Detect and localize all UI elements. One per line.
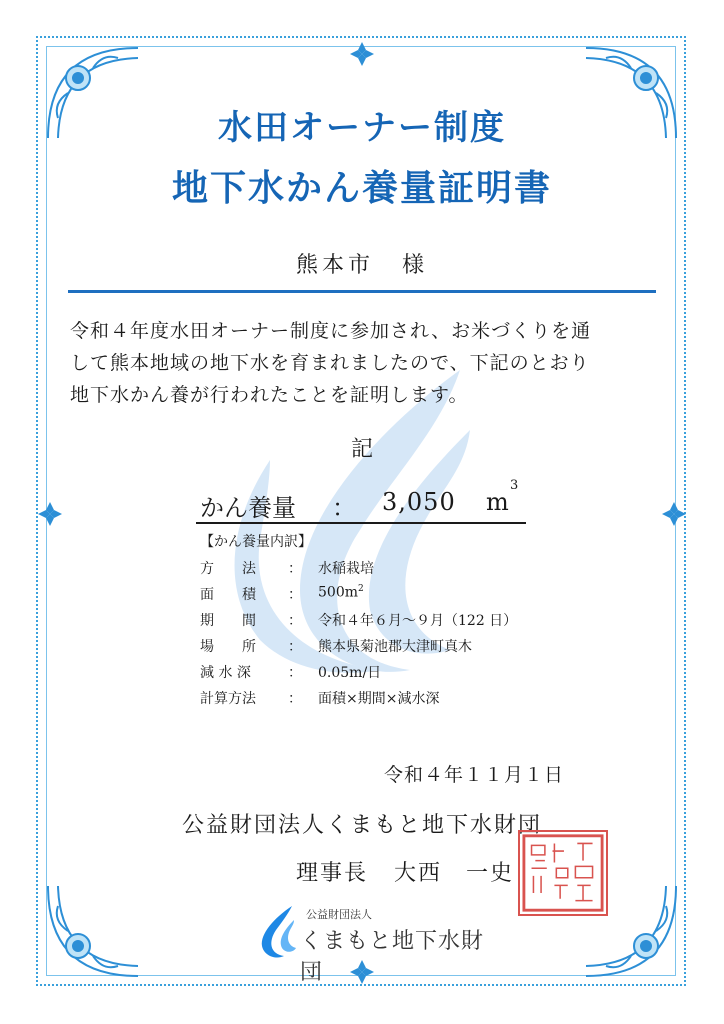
- flower-ornament-left: [36, 500, 64, 528]
- recipient-honorific: 様: [402, 253, 429, 278]
- amount-colon: ：: [332, 494, 356, 522]
- breakdown-value: 水稲栽培: [318, 561, 374, 577]
- breakdown-label: 方 法: [200, 561, 256, 577]
- certificate-title-line2: 地下水かん養量証明書: [171, 167, 552, 209]
- breakdown-label: 減 水 深: [200, 665, 251, 681]
- body-line-1: 令和４年度水田オーナー制度に参加され、お米づくりを通: [70, 320, 592, 342]
- official-seal-stamp: [518, 830, 608, 916]
- issuer-name: 大西 一史: [394, 861, 515, 886]
- breakdown-separator: ：: [288, 613, 302, 629]
- recharge-amount: [196, 478, 526, 522]
- amount-unit: m: [486, 488, 509, 516]
- breakdown-label: 場 所: [200, 639, 256, 655]
- breakdown-label: 期 間: [200, 613, 256, 629]
- breakdown-separator: ：: [288, 665, 302, 681]
- recipient-name: 熊本市: [295, 253, 374, 278]
- breakdown-separator: ：: [288, 587, 302, 603]
- amount-underline: [196, 522, 526, 524]
- issuer-title: 理事長: [296, 861, 369, 886]
- corner-ornament-bottom-left: [38, 876, 148, 986]
- certificate-body: [70, 315, 660, 411]
- logo-name: くまもと地下水財団: [300, 929, 485, 985]
- issuer-organization: 公益財団法人くまもと地下水財団: [181, 813, 542, 838]
- breakdown-value: 0.05m/日: [318, 665, 382, 681]
- breakdown-separator: ：: [288, 561, 302, 577]
- certificate-title-line1: 水田オーナー制度: [218, 108, 506, 148]
- breakdown-label: 計算方法: [200, 691, 256, 707]
- issuer-signatory: [296, 856, 514, 887]
- body-line-3: 地下水かん養が行われたことを証明します。: [70, 384, 469, 406]
- breakdown-value: 熊本県菊池郡大津町真木: [318, 639, 472, 655]
- amount-value: 3,050: [382, 488, 456, 516]
- breakdown-separator: ：: [288, 691, 302, 707]
- recipient: [0, 248, 724, 279]
- breakdown-value: [318, 584, 364, 601]
- breakdown-title: 【かん養量内訳】: [200, 534, 312, 550]
- breakdown-value: 面積×期間×減水深: [318, 691, 440, 707]
- amount-label: かん養量: [200, 494, 296, 522]
- foundation-logo: [254, 900, 504, 985]
- area-unit-superscript: 2: [358, 584, 364, 594]
- breakdown-label: 面 積: [200, 587, 256, 603]
- amount-unit-superscript: 3: [510, 478, 519, 493]
- breakdown-separator: ：: [288, 639, 302, 655]
- recipient-underline: [68, 290, 656, 293]
- flower-ornament-top: [348, 40, 376, 68]
- flower-ornament-right: [660, 500, 688, 528]
- ki-heading: 記: [350, 437, 373, 462]
- body-line-2: して熊本地域の地下水を育まれましたので、下記のとおり: [70, 352, 590, 374]
- area-value: 500m: [318, 584, 358, 601]
- issue-date: 令和４年１１月１日: [384, 764, 565, 786]
- water-drop-logo-icon: [254, 904, 298, 960]
- logo-subtitle: 公益財団法人: [306, 908, 372, 921]
- breakdown-value: 令和４年６月～９月（122 日）: [318, 613, 518, 629]
